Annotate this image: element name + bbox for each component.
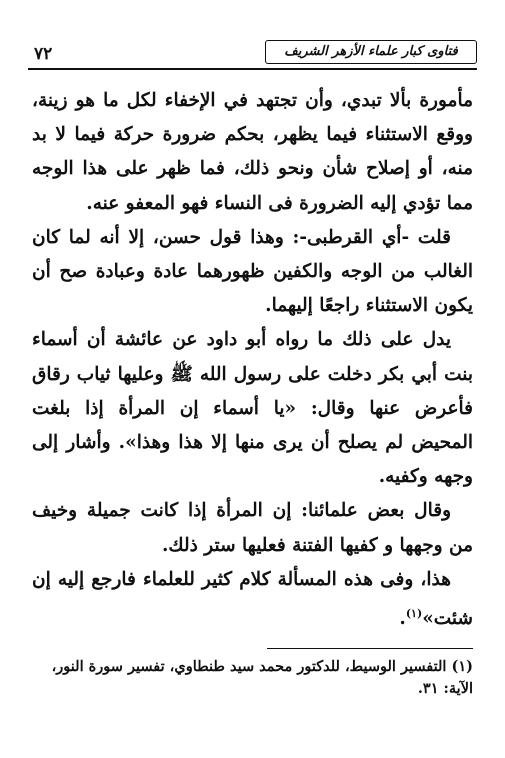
paragraph-text: هذا، وفى هذه المسألة كلام كثير للعلماء فارجع إليه إن شئت» (32, 568, 473, 630)
footnote-divider (267, 648, 473, 649)
page-number: ٧٢ (34, 44, 53, 64)
paragraph: وقال بعض علمائنا: إن المرأة إذا كانت جميلة وخيف من وجهها و كفيها الفتنة فعليها ستر ذلك. (32, 500, 473, 556)
paragraph: قلت -أي القرطبى-: وهذا قول حسن، إلا أنه لما كان الغالب من الوجه والكفين ظهورهما عادة وعبادة صح أن يكون الاستثناء راجعًا إليهما. (32, 226, 473, 317)
page-header (28, 30, 477, 68)
footnote-reference[interactable]: (١) (405, 607, 423, 621)
paragraph: يدل على ذلك ما رواه أبو داود عن عائشة أن أسماء بنت أبي بكر دخلت على رسول الله ﷺ وعليها ثياب رقاق فأعرض عنها وقال: «يا أسماء إن المرأة إذا بلغت المحيض لم يصلح أن يرى منها إلا هذا وهذا». وأشار إلى وجهه وكفيه. (32, 329, 473, 488)
paragraph: مأمورة بألا تبدي، وأن تجتهد في الإخفاء لكل ما هو زينة، ووقع الاستثناء فيما يظهر، بحكم ضرورة حركة فيما لا بد منه، أو إصلاح شأن ونحو ذلك، فما ظهر على هذا الوجه مما تؤدي إليه الضرورة فى النساء فهو المعفو عنه. (32, 90, 473, 214)
footnote: (١) التفسير الوسيط، للدكتور محمد سيد طنطاوي، تفسير سورة النور، الآية: ٣١. (51, 658, 473, 697)
paragraph-last: هذا، وفى هذه المسألة كلام كثير للعلماء فارجع إليه إن شئت»$^{(١)}$. (32, 568, 473, 630)
book-title-banner: فتاوى كبار علماء الأزهر الشريف (265, 40, 477, 64)
main-text (32, 84, 473, 636)
header-divider (28, 68, 477, 70)
